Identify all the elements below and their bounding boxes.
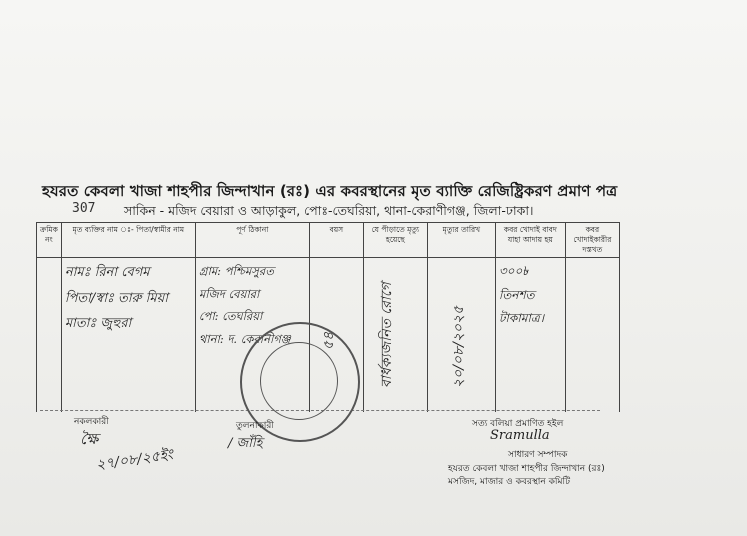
organization-name: হযরত কেবলা খাজা শাহপীর জিন্দাখান (রঃ) bbox=[448, 464, 605, 474]
certificate-title: হযরত কেবলা খাজা শাহপীর জিন্দাখান (রঃ) এর কবরস্থানের মৃত ব্যাক্তি রেজিষ্ট্রিকরণ প্রমাণ পত্র bbox=[42, 182, 618, 200]
cell-name bbox=[61, 258, 195, 413]
header-digger: কবর খোদাইকারীর দস্তখত bbox=[565, 223, 619, 258]
header-date: মৃত্যুর তারিখ bbox=[427, 223, 495, 258]
header-serial-no: ক্রমিক নং bbox=[37, 223, 62, 258]
cell-date bbox=[427, 258, 495, 413]
header-fee: কবর খোদাই বাবদ যাহা আদায় হয় bbox=[495, 223, 565, 258]
secretary-title: সাধারণ সম্পাদক bbox=[508, 450, 568, 460]
copier-label: নকলকারী bbox=[74, 417, 109, 427]
cell-fee bbox=[495, 258, 565, 413]
address-thana: থানা: দ. কেরানীগঞ্জ bbox=[198, 331, 291, 346]
address-area: মজিদ বেয়ারা bbox=[198, 286, 260, 301]
graveyard-address: সাকিন - মজিদ বেয়ারা ও আড়াকুল, পোঃ-তেঘরিয়া, থানা-কেরাণীগঞ্জ, জিলা-ঢাকা। bbox=[124, 203, 534, 218]
age-value: ৫৪ bbox=[320, 332, 337, 351]
cause-value: বার্ধক্যজনিত রোগে bbox=[378, 282, 395, 389]
cell-digger-signature bbox=[565, 258, 619, 413]
fee-words-1: তিনশত bbox=[498, 287, 535, 302]
fee-words-2: টাকামাত্র। bbox=[498, 311, 544, 326]
secretary-signature: Sramulla bbox=[490, 428, 550, 443]
mother-name: মাতাঃ জুহুরা bbox=[64, 316, 132, 332]
header-name: মৃত ব্যক্তির নাম ঃ- পিতা/স্বামীর নাম bbox=[61, 223, 195, 258]
father-name: পিতা/স্বাঃ তারু মিয়া bbox=[64, 290, 169, 306]
address-post: পো: তেঘরিয়া bbox=[198, 309, 263, 324]
death-date-value: ২০/০৮/২০২৫ bbox=[450, 306, 467, 389]
seal-inner-ring bbox=[260, 342, 338, 420]
cell-cause bbox=[363, 258, 427, 413]
table-header-row bbox=[37, 223, 620, 258]
copier-date: ২৭/০৮/২৫ইং bbox=[95, 446, 175, 474]
header-cause: যে পীড়াতে মৃত্যু হয়েছে bbox=[363, 223, 427, 258]
cell-serial-no bbox=[37, 258, 62, 413]
comparer-signature: / জাঁহি bbox=[228, 436, 263, 451]
header-address: পূর্ণ ঠিকানা bbox=[195, 223, 309, 258]
attestation-label: সত্য বলিয়া প্রমাণিত হইল bbox=[472, 419, 564, 429]
serial-number: 307 bbox=[72, 201, 96, 216]
comparer-label: তুলনাকারী bbox=[236, 421, 274, 431]
address-village: গ্রাম: পশ্চিমসুরত bbox=[198, 264, 274, 279]
header-age: বয়স bbox=[309, 223, 363, 258]
fee-amount: ৩০০৳ bbox=[498, 264, 529, 279]
copier-signature: ক্ষৈ bbox=[80, 430, 99, 448]
deceased-name: নামঃ রিনা বেগম bbox=[64, 265, 150, 281]
organization-committee: মসজিদ, মাজার ও কবরস্থান কমিটি bbox=[448, 477, 570, 487]
